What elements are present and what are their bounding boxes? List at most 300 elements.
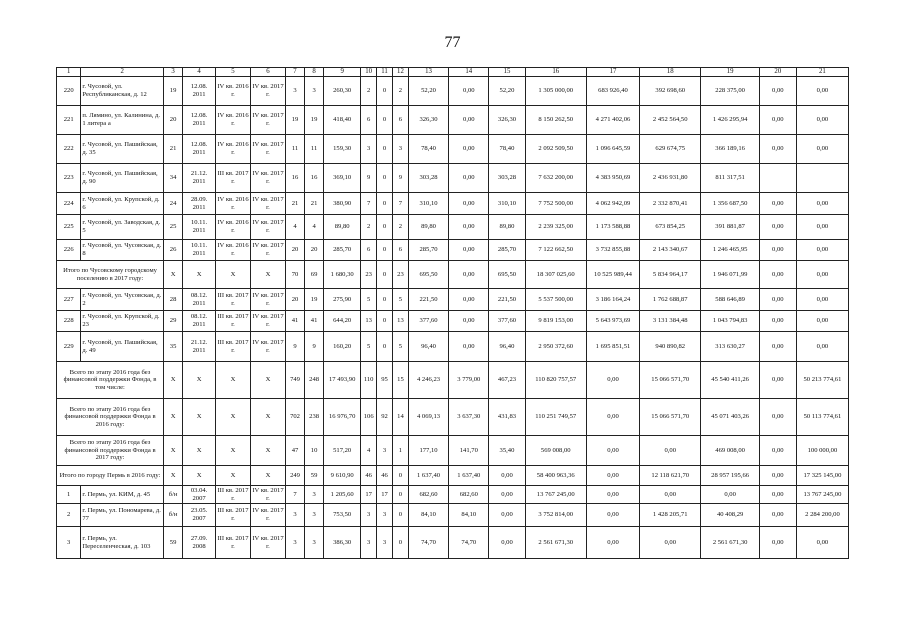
table-cell: 673 854,25	[639, 215, 700, 240]
table-cell: 0,00	[449, 289, 489, 311]
table-cell: 28.09. 2011	[183, 193, 216, 215]
table-cell: 1 637,40	[449, 466, 489, 486]
table-cell: 35	[164, 332, 183, 362]
table-cell: 1 205,60	[324, 486, 361, 504]
table-cell: 3	[285, 527, 304, 559]
address-cell: г. Чусовой, ул. Крупской, д. 6	[81, 193, 164, 215]
table-cell: 0,00	[796, 261, 848, 289]
table-cell: 517,20	[324, 436, 361, 466]
table-cell: 84,10	[449, 504, 489, 527]
table-cell: 3	[361, 504, 377, 527]
address-cell: г. Чусовой, ул. Чусовская, д. 2	[81, 289, 164, 311]
column-number-cell: 5	[216, 68, 251, 77]
table-cell: 16 976,70	[324, 399, 361, 436]
table-cell: X	[216, 436, 251, 466]
column-number-cell: 1	[57, 68, 81, 77]
address-cell: г. Пермь, ул. Пономарева, д. 77	[81, 504, 164, 527]
table-cell: 5	[361, 332, 377, 362]
table-cell: 0,00	[759, 436, 796, 466]
table-cell: 6	[393, 240, 409, 261]
table-cell: 0	[377, 289, 393, 311]
table-cell: 1 173 588,88	[586, 215, 639, 240]
table-cell: 0,00	[489, 527, 525, 559]
table-cell: 100 000,00	[796, 436, 848, 466]
table-cell: 08.12. 2011	[183, 289, 216, 311]
table-cell: 16	[305, 164, 324, 193]
table-cell: 1 762 688,87	[639, 289, 700, 311]
table-cell: 221,50	[408, 289, 448, 311]
table-cell: 749	[285, 362, 304, 399]
table-cell: 4	[361, 436, 377, 466]
table-cell: 15 066 571,70	[639, 399, 700, 436]
table-cell: 0,00	[796, 106, 848, 135]
table-cell: 1 043 794,83	[701, 311, 759, 332]
table-cell: 89,80	[489, 215, 525, 240]
table-cell: 8 150 262,50	[525, 106, 586, 135]
table-cell: IV кв. 2017 г.	[250, 135, 285, 164]
table-row	[57, 289, 849, 311]
table-cell: 682,60	[449, 486, 489, 504]
column-number-cell: 8	[305, 68, 324, 77]
table-cell: 15	[393, 362, 409, 399]
table-cell: 19	[305, 106, 324, 135]
table-cell: 469 008,00	[701, 436, 759, 466]
table-cell: X	[216, 466, 251, 486]
table-cell: 5 834 964,17	[639, 261, 700, 289]
table-cell: 1 246 465,95	[701, 240, 759, 261]
table-cell: X	[250, 362, 285, 399]
table-cell: X	[164, 466, 183, 486]
table-cell: X	[183, 362, 216, 399]
table-cell: 1	[57, 486, 81, 504]
table-cell: 2 436 931,80	[639, 164, 700, 193]
table-cell: 69	[305, 261, 324, 289]
table-cell: 0	[393, 504, 409, 527]
table-cell: 21.12. 2011	[183, 164, 216, 193]
summary-row	[57, 399, 849, 436]
table-cell: 9 610,90	[324, 466, 361, 486]
table-cell: 1 426 295,94	[701, 106, 759, 135]
table-cell: 2 950 372,60	[525, 332, 586, 362]
table-cell: 0,00	[586, 399, 639, 436]
table-cell: 0	[377, 311, 393, 332]
table-cell: 2	[393, 215, 409, 240]
table-cell: 0,00	[796, 193, 848, 215]
table-cell: 0	[377, 215, 393, 240]
table-cell: X	[183, 399, 216, 436]
table-cell: 285,70	[324, 240, 361, 261]
table-cell: 0,00	[759, 486, 796, 504]
table-cell: 940 890,82	[639, 332, 700, 362]
table-cell: IV кв. 2017 г.	[250, 77, 285, 106]
table-cell: 45 071 403,26	[701, 399, 759, 436]
table-cell: 1 356 687,50	[701, 193, 759, 215]
table-cell: 0,00	[639, 486, 700, 504]
table-cell: 70	[285, 261, 304, 289]
table-cell	[796, 164, 848, 193]
table-cell: 391 881,87	[701, 215, 759, 240]
table-cell: 9	[393, 164, 409, 193]
table-cell: 228	[57, 311, 81, 332]
table-cell: 177,10	[408, 436, 448, 466]
table-cell: 18 307 025,60	[525, 261, 586, 289]
table-cell: 41	[285, 311, 304, 332]
table-cell: IV кв. 2017 г.	[250, 289, 285, 311]
column-number-cell: 10	[361, 68, 377, 77]
table-cell: 23.05. 2007	[183, 504, 216, 527]
address-cell: п. Лямино, ул. Калинина, д. 1 литера а	[81, 106, 164, 135]
column-number-cell: 3	[164, 68, 183, 77]
table-cell: 6	[361, 106, 377, 135]
table-cell: 08.12. 2011	[183, 311, 216, 332]
table-cell: 41	[305, 311, 324, 332]
table-cell: III кв. 2017 г.	[216, 164, 251, 193]
table-cell: 0	[377, 193, 393, 215]
table-cell: 46	[361, 466, 377, 486]
table-cell: 0	[393, 486, 409, 504]
table-cell: 1 680,30	[324, 261, 361, 289]
table-cell: 9 819 153,00	[525, 311, 586, 332]
table-cell: 222	[57, 135, 81, 164]
table-cell: 4 383 950,69	[586, 164, 639, 193]
table-cell: 3	[361, 135, 377, 164]
table-cell: IV кв. 2017 г.	[250, 527, 285, 559]
table-cell: б/н	[164, 486, 183, 504]
table-cell: 753,50	[324, 504, 361, 527]
table-cell: 0,00	[759, 399, 796, 436]
table-cell: 13 767 245,00	[796, 486, 848, 504]
table-cell: 10 525 989,44	[586, 261, 639, 289]
table-cell: 25	[164, 215, 183, 240]
table-cell: 110 820 757,57	[525, 362, 586, 399]
table-cell: 0	[377, 332, 393, 362]
table-cell: 629 674,75	[639, 135, 700, 164]
table-cell: 3 637,30	[449, 399, 489, 436]
table-cell: 26	[164, 240, 183, 261]
table-cell: 228 375,00	[701, 77, 759, 106]
table-cell: 0,00	[759, 289, 796, 311]
table-cell: 12.08. 2011	[183, 106, 216, 135]
table-cell: 2	[361, 77, 377, 106]
table-cell: 3	[377, 436, 393, 466]
table-cell: 221,50	[489, 289, 525, 311]
column-number-cell: 4	[183, 68, 216, 77]
table-cell: 682,60	[408, 486, 448, 504]
page-number: 77	[444, 34, 461, 51]
table-cell: 10.11. 2011	[183, 215, 216, 240]
table-cell: 160,20	[324, 332, 361, 362]
table-cell: 0,00	[449, 193, 489, 215]
table-cell: 78,40	[408, 135, 448, 164]
table-cell: 229	[57, 332, 81, 362]
table-cell: 3 779,00	[449, 362, 489, 399]
column-number-cell: 15	[489, 68, 525, 77]
table-cell: X	[164, 436, 183, 466]
summary-label: Итого по Чусовскому городскому поселению в 2017 году:	[57, 261, 164, 289]
table-cell: 17	[361, 486, 377, 504]
table-cell: 45 540 411,26	[701, 362, 759, 399]
table-cell: 10.11. 2011	[183, 240, 216, 261]
table-cell: 2	[361, 215, 377, 240]
table-cell: 89,80	[408, 215, 448, 240]
table-cell: 34	[164, 164, 183, 193]
table-cell: 0,00	[586, 486, 639, 504]
table-cell: 3	[377, 504, 393, 527]
table-cell: 0,00	[586, 504, 639, 527]
table-cell: 3 186 164,24	[586, 289, 639, 311]
table-cell: 0,00	[449, 135, 489, 164]
table-cell: 59	[164, 527, 183, 559]
table-cell: 17 493,90	[324, 362, 361, 399]
table-cell: IV кв. 2016 г.	[216, 240, 251, 261]
table-cell: 7	[285, 486, 304, 504]
table-cell: 221	[57, 106, 81, 135]
table-cell: 58 400 963,36	[525, 466, 586, 486]
table-row	[57, 106, 849, 135]
summary-row	[57, 436, 849, 466]
table-cell: 0,00	[586, 362, 639, 399]
table-cell: 89,80	[324, 215, 361, 240]
table-cell: 0,00	[759, 527, 796, 559]
table-cell: 1 695 851,51	[586, 332, 639, 362]
table-cell: III кв. 2017 г.	[216, 332, 251, 362]
table-cell: 15 066 571,70	[639, 362, 700, 399]
table-cell: III кв. 2017 г.	[216, 527, 251, 559]
table-cell: 5 643 973,69	[586, 311, 639, 332]
summary-label: Итого по городу Пермь в 2016 году:	[57, 466, 164, 486]
table-cell: 16	[285, 164, 304, 193]
table-cell: 0,00	[586, 527, 639, 559]
table-cell: 4	[305, 215, 324, 240]
table-cell: 2	[57, 504, 81, 527]
table-cell: 377,60	[489, 311, 525, 332]
table-cell: 141,70	[449, 436, 489, 466]
table-row	[57, 332, 849, 362]
table-cell: 0,00	[759, 311, 796, 332]
table-cell: 23	[393, 261, 409, 289]
table-cell: 10	[305, 436, 324, 466]
table-cell: X	[250, 399, 285, 436]
table-cell: 695,50	[408, 261, 448, 289]
table-cell: 78,40	[489, 135, 525, 164]
table-cell: X	[216, 261, 251, 289]
table-cell: 0,00	[586, 466, 639, 486]
table-cell: 238	[305, 399, 324, 436]
column-number-cell: 16	[525, 68, 586, 77]
table-cell: 12 118 621,70	[639, 466, 700, 486]
table-cell: 23	[361, 261, 377, 289]
table-cell: III кв. 2017 г.	[217, 486, 249, 502]
table-cell: 2 092 509,50	[525, 135, 586, 164]
table-cell: IV кв. 2017 г.	[250, 106, 285, 135]
summary-label: Всего по этапу 2016 года без финансовой поддержки Фонда в 2017 году:	[57, 436, 164, 466]
table-cell: 0,00	[796, 77, 848, 106]
table-cell: 313 630,27	[701, 332, 759, 362]
table-cell: 392 698,60	[639, 77, 700, 106]
table-cell: 35,40	[489, 436, 525, 466]
table-cell: 3	[377, 527, 393, 559]
table-cell: 50 213 774,61	[796, 362, 848, 399]
table-cell: 28 957 195,66	[701, 466, 759, 486]
table-cell: 95	[377, 362, 393, 399]
table-cell	[759, 164, 796, 193]
table-cell: 3	[57, 527, 81, 559]
table-cell: 588 646,89	[701, 289, 759, 311]
table-cell: 2 143 340,67	[639, 240, 700, 261]
table-cell: 285,70	[489, 240, 525, 261]
table-cell: IV кв. 2017 г.	[250, 164, 285, 193]
table-cell: 7	[361, 193, 377, 215]
summary-label: Всего по этапу 2016 года без финансовой поддержки Фонда в 2016 году:	[57, 399, 164, 436]
table-cell: 0,00	[449, 332, 489, 362]
table-cell: 0,00	[449, 164, 489, 193]
table-cell: IV кв. 2017 г.	[250, 311, 285, 332]
table-cell: 0	[377, 106, 393, 135]
table-cell: 0,00	[759, 135, 796, 164]
table-cell: IV кв. 2016 г.	[216, 215, 251, 240]
table-cell: 0,00	[796, 215, 848, 240]
table-cell: 3 732 855,88	[586, 240, 639, 261]
table-cell: 0	[377, 261, 393, 289]
table-cell: 50 113 774,61	[796, 399, 848, 436]
table-cell: IV кв. 2016 г.	[216, 135, 251, 164]
table-cell: 377,60	[408, 311, 448, 332]
table-cell: 811 317,51	[701, 164, 759, 193]
table-cell: 2 284 200,00	[796, 504, 848, 527]
table-cell: 3	[361, 527, 377, 559]
table-cell: 7 752 500,00	[525, 193, 586, 215]
table-cell: 3	[393, 135, 409, 164]
table-cell: 275,90	[324, 289, 361, 311]
table-cell: 0,00	[759, 215, 796, 240]
table-cell: 220	[57, 77, 81, 106]
table-cell: 3	[285, 77, 304, 106]
table-cell: 1 096 645,59	[586, 135, 639, 164]
table-cell: 0,00	[759, 77, 796, 106]
column-number-cell: 7	[285, 68, 304, 77]
table-cell: 0	[377, 164, 393, 193]
table-cell: IV кв. 2017 г.	[250, 215, 285, 240]
table-cell: 7	[393, 193, 409, 215]
table-cell: X	[250, 466, 285, 486]
table-cell: 20	[285, 240, 304, 261]
table-cell: 12.08. 2011	[183, 135, 216, 164]
table-cell: 5	[393, 332, 409, 362]
column-number-cell: 9	[324, 68, 361, 77]
table-cell: IV кв. 2016 г.	[216, 106, 251, 135]
table-row	[57, 504, 849, 527]
table-cell: 467,23	[489, 362, 525, 399]
table-cell: 695,50	[489, 261, 525, 289]
table-cell: 644,20	[324, 311, 361, 332]
table-cell: X	[250, 436, 285, 466]
table-cell: 0,00	[489, 466, 525, 486]
column-number-cell: 21	[796, 68, 848, 77]
table-cell: 2 452 564,50	[639, 106, 700, 135]
table-cell: 3	[285, 504, 304, 527]
table-row	[57, 193, 849, 215]
table-cell: 14	[393, 399, 409, 436]
table-cell: 19	[305, 289, 324, 311]
table-cell: 0,00	[796, 311, 848, 332]
column-number-cell: 2	[81, 68, 164, 77]
table-cell: 52,20	[489, 77, 525, 106]
address-cell: г. Пермь, ул. КИМ, д. 45	[81, 486, 164, 504]
table-cell: 569 008,00	[525, 436, 586, 466]
table-cell: 47	[285, 436, 304, 466]
table-cell: X	[164, 261, 183, 289]
table-cell: 4 069,13	[408, 399, 448, 436]
table-cell: X	[250, 261, 285, 289]
summary-row	[57, 466, 849, 486]
table-row	[57, 311, 849, 332]
table-cell: IV кв. 2017 г.	[250, 193, 285, 215]
table-cell: 6	[361, 240, 377, 261]
table-cell: 21	[164, 135, 183, 164]
table-cell: 4 062 942,09	[586, 193, 639, 215]
address-cell: г. Чусовой, ул. Республиканская, д. 12	[81, 77, 164, 106]
table-cell: III кв. 2017 г.	[216, 311, 251, 332]
table-cell: 0,00	[449, 215, 489, 240]
column-number-cell: 20	[759, 68, 796, 77]
table-cell: 2 561 671,30	[701, 527, 759, 559]
table-cell: IV кв. 2017 г.	[250, 332, 285, 362]
table-cell: 683 926,40	[586, 77, 639, 106]
table-cell: 74,70	[408, 527, 448, 559]
table-cell: 285,70	[408, 240, 448, 261]
table-cell: 260,30	[324, 77, 361, 106]
address-cell: г. Чусовой, ул. Пашийская, д. 49	[81, 332, 164, 362]
table-cell: 11	[285, 135, 304, 164]
table-cell: 110 251 749,57	[525, 399, 586, 436]
table-cell: 0,00	[639, 527, 700, 559]
address-cell: г. Чусовой, ул. Пашийская, д. 90	[81, 164, 164, 193]
table-cell: 27.09. 2008	[183, 527, 216, 559]
table-cell: 303,28	[408, 164, 448, 193]
table-cell: 0,00	[759, 466, 796, 486]
summary-label: Всего по этапу 2016 года без финансовой поддержки Фонда, в том числе:	[57, 362, 164, 399]
table-cell: 0,00	[489, 486, 525, 504]
table-cell: 12.08. 2011	[183, 77, 216, 106]
table-cell: 248	[305, 362, 324, 399]
table-cell: 13	[393, 311, 409, 332]
table-cell: 0	[377, 240, 393, 261]
table-cell: 0,00	[586, 436, 639, 466]
table-cell: 431,83	[489, 399, 525, 436]
table-cell: 159,30	[324, 135, 361, 164]
table-cell: 4 246,23	[408, 362, 448, 399]
table-cell: 310,10	[489, 193, 525, 215]
table-cell: 0,00	[759, 261, 796, 289]
table-cell: 5 537 500,00	[525, 289, 586, 311]
table-cell: 369,10	[324, 164, 361, 193]
table-cell: 11	[305, 135, 324, 164]
table-cell: 13	[361, 311, 377, 332]
table-cell: IV кв. 2017 г.	[250, 504, 285, 527]
table-cell: 0	[377, 135, 393, 164]
table-cell: 0,00	[639, 436, 700, 466]
table-row	[57, 486, 849, 504]
resettlement-table	[56, 67, 849, 559]
address-cell: г. Чусовой, ул. Пашийская, д. 35	[81, 135, 164, 164]
table-cell: 0,00	[759, 240, 796, 261]
table-cell: 4 271 402,06	[586, 106, 639, 135]
column-number-cell: 14	[449, 68, 489, 77]
table-cell: 3	[305, 77, 324, 106]
table-cell: 0,00	[449, 311, 489, 332]
table-cell: 1	[393, 436, 409, 466]
table-cell: 0,00	[796, 240, 848, 261]
